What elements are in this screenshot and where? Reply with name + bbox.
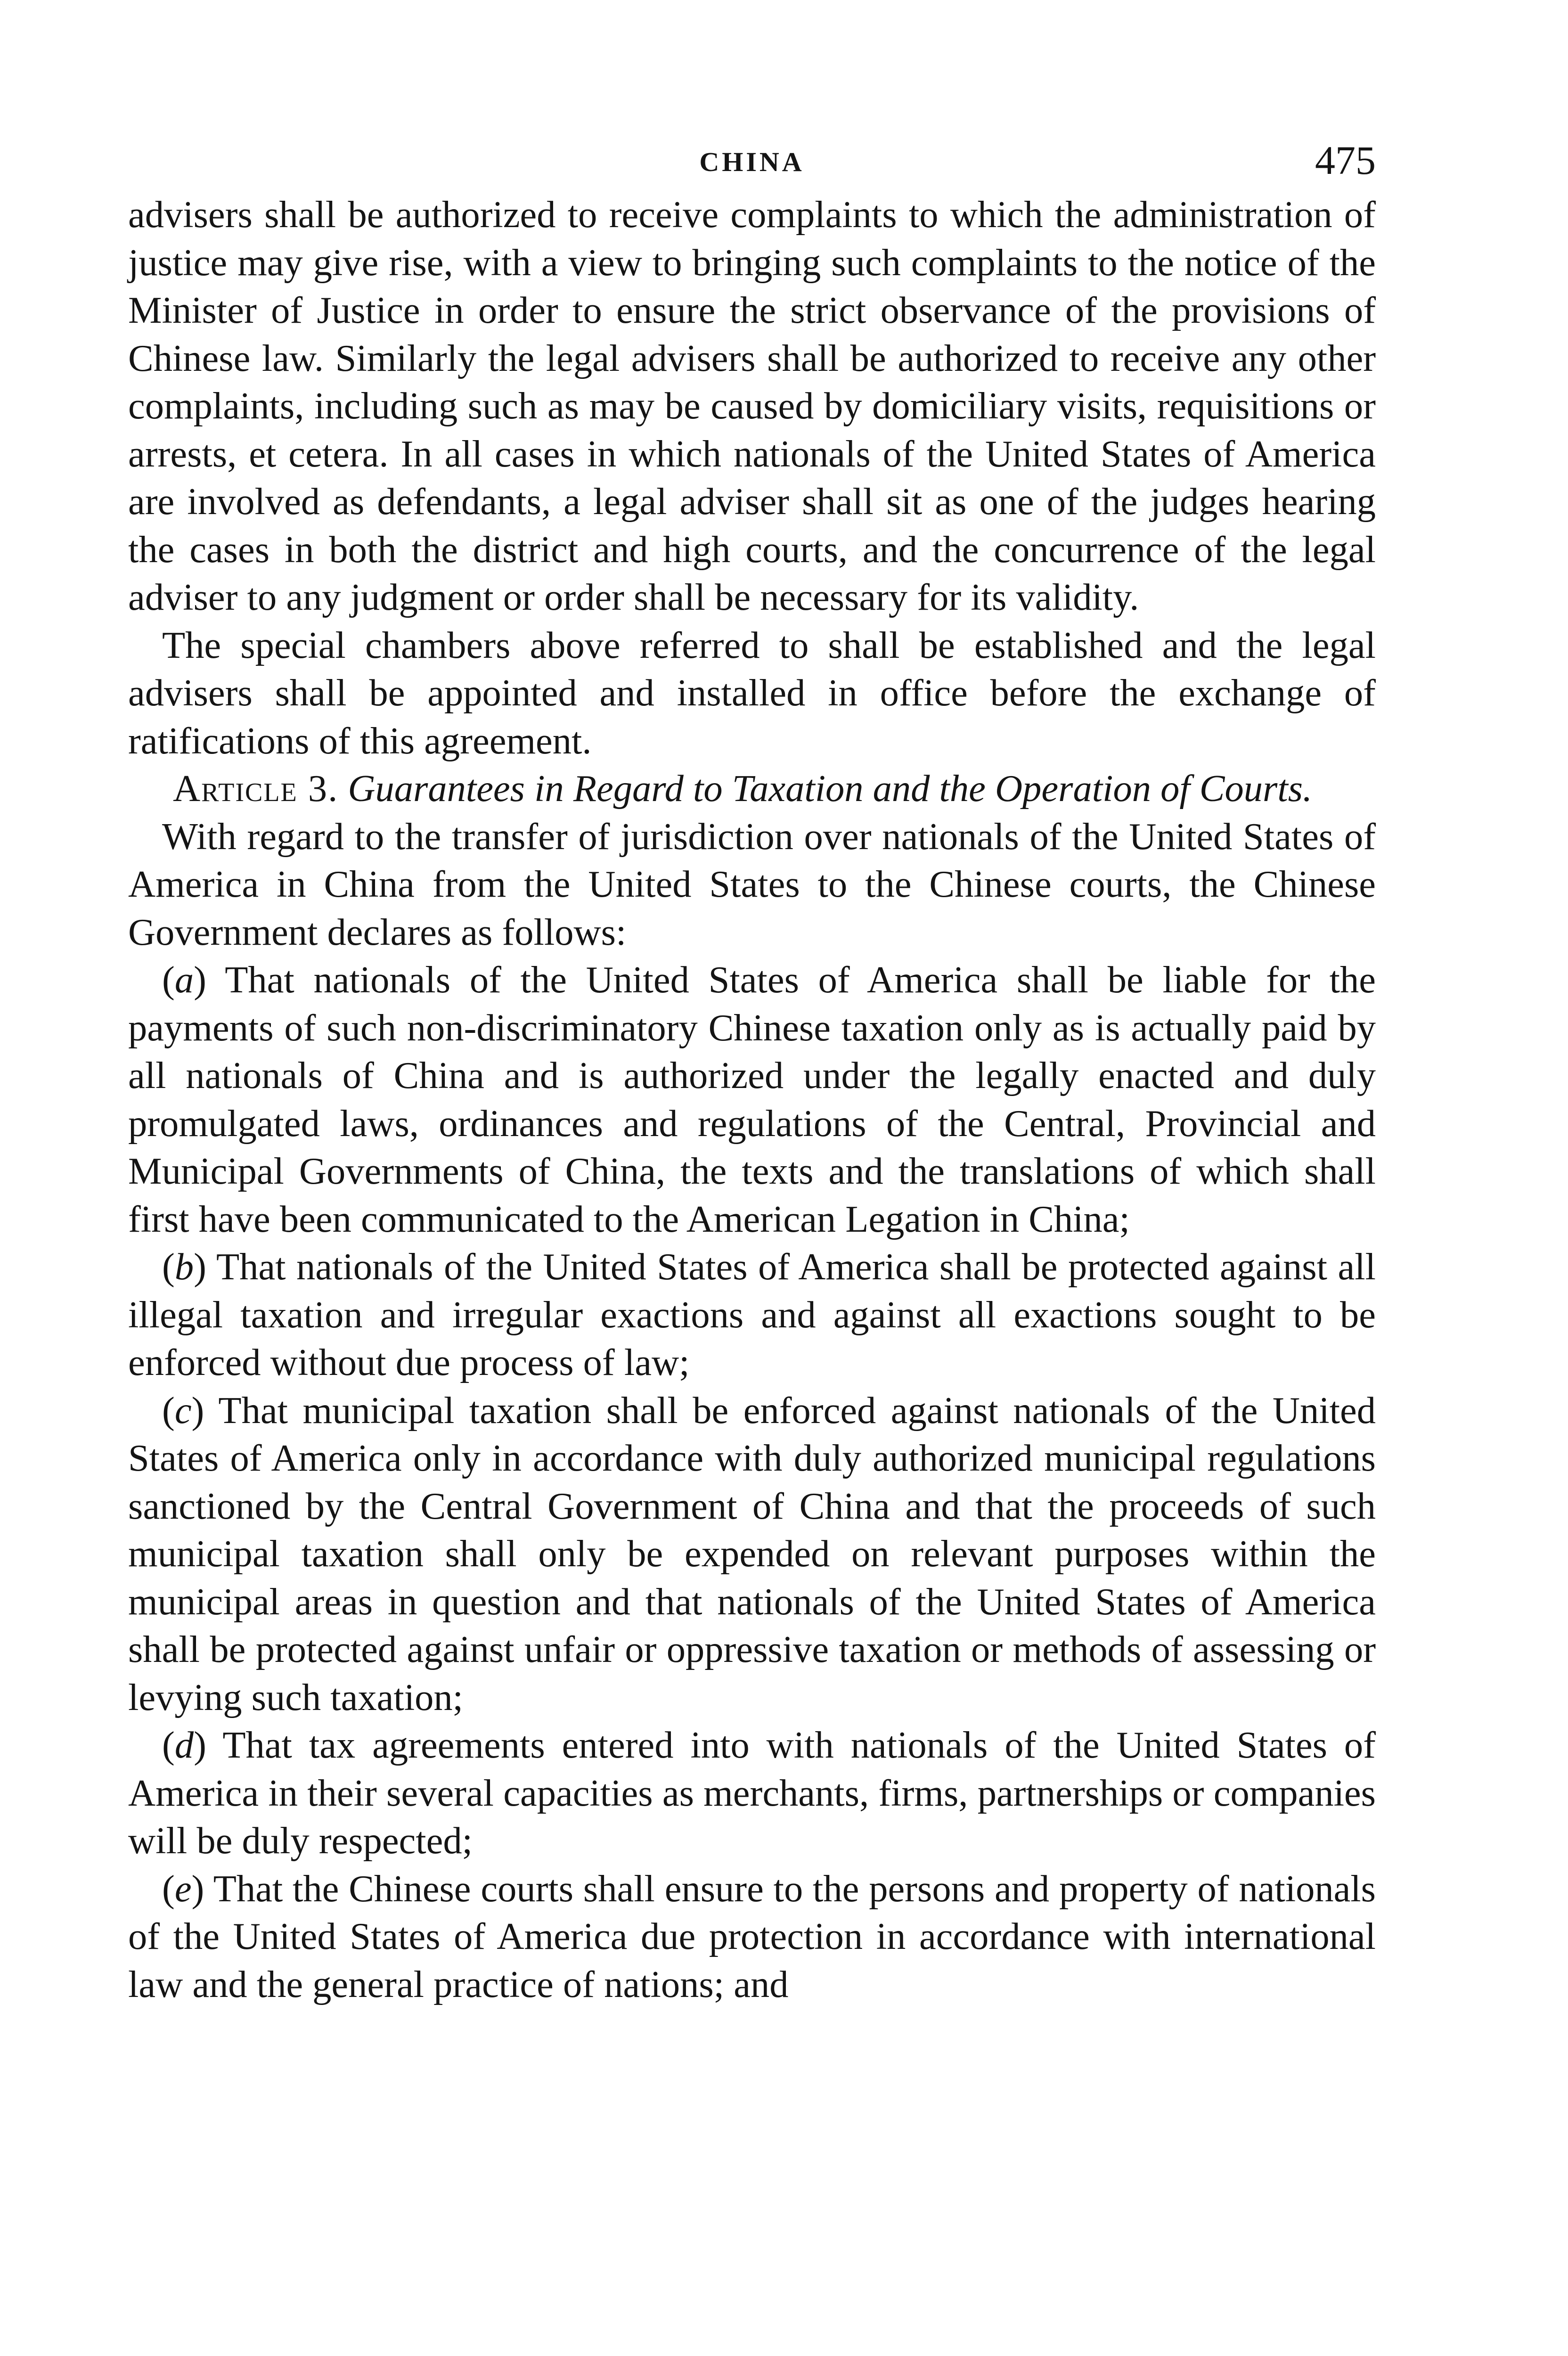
item-letter: a	[174, 959, 194, 1001]
item-text: That the Chinese courts shall ensure to the persons and property of nationals of the United States of America due protection in accordance with international law and the general practice of nations; and	[128, 1867, 1376, 2005]
item-text: That municipal taxation shall be enforced against nationals of the United States of America only in accordance with duly authorized municipal regulations sanctioned by the Central Government of China and that the proceeds of such municipal taxation shall only be expended on relevant purposes within the municipal areas in question and that nationals of the United States of America shall be protected against unfair or oppressive taxation or methods of assessing or levying such taxation;	[128, 1389, 1376, 1718]
list-item-b: (b) That nationals of the United States of America shall be protected against all illegal taxation and irregular exactions and against all exactions sought to be enforced without due process of law;	[128, 1246, 1376, 1383]
list-item-c: (c) That municipal taxation shall be enforced against nationals of the United States of America only in accordance with duly authorized municipal regulations sanctioned by the Central Government of China and that the proceeds of such municipal taxation shall only be expended on relevant purposes within the municipal areas in question and that nationals of the United States of America shall be protected against unfair or oppressive taxation or methods of assessing or levying such taxation;	[128, 1389, 1376, 1718]
list-item-e: (e) That the Chinese courts shall ensure to the persons and property of nationals of the United States of America due protection in accordance with international law and the general practice of nations; and	[128, 1867, 1376, 2005]
item-letter: d	[174, 1724, 194, 1766]
item-text: That nationals of the United States of America shall be protected against all illegal taxation and irregular exactions and against all exactions sought to be enforced without due process of law;	[128, 1246, 1376, 1383]
article-label: Article 3.	[173, 768, 339, 810]
paragraph-continuation: advisers shall be authorized to receive complaints to which the administration of justice may give rise, with a view to bringing such complaints to the notice of the Minister of Justice in order to ensure the strict observance of the provisions of Chinese law. Similarly the legal advisers shall be authorized to receive any other complaints, including such as may be caused by domiciliary visits, requisitions or arrests, et cetera. In all cases in which nationals of the United States of America are involved as defendants, a legal adviser shall sit as one of the judges hearing the cases in both the district and high courts, and the concurrence of the legal adviser to any judgment or order shall be necessary for its validity.	[128, 194, 1376, 618]
page-header	[128, 137, 1376, 188]
list-item-a: (a) That nationals of the United States of America shall be liable for the payments of such non-discriminatory Chinese taxation only as is actually paid by all nationals of China and is authorized under the legally enacted and duly promulgated laws, ordinances and regulations of the Central, Provincial and Municipal Governments of China, the texts and the translations of which shall first have been communicated to the American Legation in China;	[128, 959, 1376, 1240]
page-number: 475	[1315, 138, 1376, 183]
paragraph-special-chambers: The special chambers above referred to shall be established and the legal advisers shall be appointed and installed in office before the exchange of ratifications of this agreement.	[128, 624, 1376, 762]
item-letter: b	[174, 1246, 194, 1288]
item-text: That nationals of the United States of America shall be liable for the payments of such non-discriminatory Chinese taxation only as is actually paid by all nationals of China and is authorized under the legally enacted and duly promulgated laws, ordinances and regulations of the Central, Provincial and Municipal Governments of China, the texts and the translations of which shall first have been communicated to the American Legation in China;	[128, 959, 1376, 1240]
article-title: Guarantees in Regard to Taxation and the Operation of Courts.	[348, 768, 1313, 810]
running-head: CHINA	[699, 147, 805, 177]
paragraph-declaration-intro: With regard to the transfer of jurisdiction over nationals of the United States of America in China from the United States to the Chinese courts, the Chinese Government declares as follows:	[128, 815, 1376, 953]
item-letter: c	[174, 1389, 192, 1432]
body-text	[128, 191, 1376, 2008]
list-item-d: (d) That tax agreements entered into with nationals of the United States of America in their several capacities as merchants, firms, partnerships or companies will be duly respected;	[128, 1724, 1376, 1862]
item-text: That tax agreements entered into with nationals of the United States of America in their several capacities as merchants, firms, partnerships or companies will be duly respected;	[128, 1724, 1376, 1862]
article-heading	[128, 765, 1376, 813]
item-letter: e	[174, 1867, 192, 1910]
